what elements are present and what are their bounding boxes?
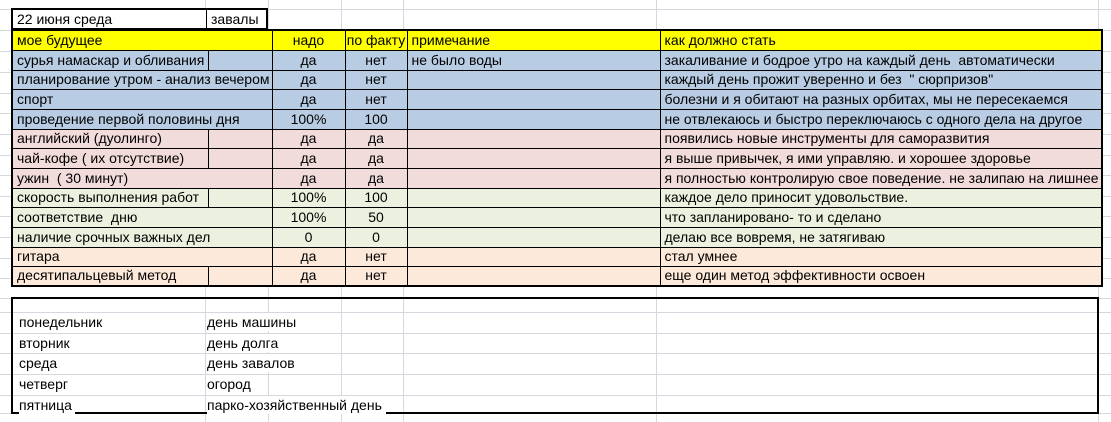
need-value-cell[interactable]: 100% xyxy=(272,207,345,227)
week-row xyxy=(13,353,1095,373)
table-row xyxy=(12,266,1102,286)
fact-value-cell[interactable]: нет xyxy=(345,266,407,286)
task-label-cell[interactable]: чай-кофе ( их отсутствие) xyxy=(12,148,208,168)
note-cell[interactable] xyxy=(407,168,660,188)
task-label-cell[interactable]: ужин ( 30 минут) xyxy=(12,168,272,188)
note-cell[interactable] xyxy=(407,188,660,207)
week-row xyxy=(13,374,1095,394)
weekday-cell[interactable]: среда xyxy=(19,354,60,372)
fact-value-cell[interactable]: да xyxy=(345,148,407,168)
need-value-cell[interactable]: да xyxy=(272,70,345,89)
need-value-cell[interactable]: да xyxy=(272,129,345,148)
header-need-cell[interactable]: надо xyxy=(272,30,345,50)
fact-value-cell[interactable]: 100 xyxy=(345,109,407,129)
header-goal-cell[interactable]: мое будущее xyxy=(12,30,272,50)
note-cell[interactable] xyxy=(407,207,660,227)
target-cell[interactable]: я выше привычек, я ими управляю. и хорошее здоровье xyxy=(660,148,1102,168)
note-cell[interactable] xyxy=(407,247,660,266)
table-row xyxy=(12,207,1102,227)
task-label-cell[interactable]: соответствие дню xyxy=(12,207,272,227)
header-row xyxy=(12,30,1102,50)
table-row xyxy=(12,129,1102,148)
week-row xyxy=(13,395,1095,415)
need-value-cell[interactable]: да xyxy=(272,148,345,168)
empty-cell[interactable] xyxy=(208,188,272,207)
empty-cell[interactable] xyxy=(208,266,272,286)
table-row xyxy=(12,188,1102,207)
note-cell[interactable] xyxy=(407,129,660,148)
target-cell[interactable]: болезни и я обитают на разных орбитах, мы не пересекаемся xyxy=(660,89,1102,109)
header-fact-cell[interactable]: по факту xyxy=(345,30,407,50)
table-row xyxy=(12,50,1102,70)
need-value-cell[interactable]: 100% xyxy=(272,188,345,207)
week-row xyxy=(13,333,1095,353)
table-row xyxy=(12,168,1102,188)
fact-value-cell[interactable]: да xyxy=(345,168,407,188)
target-cell[interactable]: что запланировано- то и сделано xyxy=(660,207,1102,227)
table-row xyxy=(12,227,1102,247)
header-target-cell[interactable]: как должно стать xyxy=(660,30,1102,50)
fact-value-cell[interactable]: 50 xyxy=(345,207,407,227)
weekday-cell[interactable]: понедельник xyxy=(19,313,105,331)
task-label-cell[interactable]: десятипальцевый метод xyxy=(12,266,208,286)
task-label-cell[interactable]: скорость выполнения работ xyxy=(12,188,208,207)
need-value-cell[interactable]: да xyxy=(272,50,345,70)
empty-cell[interactable] xyxy=(208,50,272,70)
date-cell[interactable]: 22 июня среда xyxy=(13,10,207,28)
table-row xyxy=(12,148,1102,168)
target-cell[interactable]: каждое дело приносит удовольствие. xyxy=(660,188,1102,207)
need-value-cell[interactable]: да xyxy=(272,89,345,109)
target-cell[interactable]: стал умнее xyxy=(660,247,1102,266)
header-note-cell[interactable]: примечание xyxy=(407,30,660,50)
target-cell[interactable]: еще один метод эффективности освоен xyxy=(660,266,1102,286)
note-cell[interactable] xyxy=(407,70,660,89)
need-value-cell[interactable]: да xyxy=(272,266,345,286)
table-row xyxy=(12,247,1102,266)
task-label-cell[interactable]: английский (дуолинго) xyxy=(12,129,208,148)
tracking-table xyxy=(11,29,1103,287)
weekday-cell[interactable]: вторник xyxy=(19,334,73,352)
table-row xyxy=(12,89,1102,109)
fact-value-cell[interactable]: 100 xyxy=(345,188,407,207)
target-cell[interactable]: закаливание и бодрое утро на каждый день автоматически xyxy=(660,50,1102,70)
week-box xyxy=(11,297,1099,414)
task-label-cell[interactable]: сурья намаскар и обливания xyxy=(12,50,208,70)
task-label-cell[interactable]: проведение первой половины дня xyxy=(12,109,272,129)
day-theme-cell[interactable]: день долга xyxy=(207,334,282,352)
target-cell[interactable]: я полностью контролирую свое поведение. не залипаю на лишнее xyxy=(660,168,1102,188)
target-cell[interactable]: появились новые инструменты для саморазвития xyxy=(660,129,1102,148)
table-row xyxy=(12,70,1102,89)
note-cell[interactable] xyxy=(407,227,660,247)
fact-value-cell[interactable]: 0 xyxy=(345,227,407,247)
day-theme-cell[interactable]: огород xyxy=(207,375,255,393)
task-label-cell[interactable]: наличие срочных важных дел xyxy=(12,227,272,247)
note-cell[interactable] xyxy=(407,148,660,168)
title-box xyxy=(11,8,268,30)
weekday-cell[interactable]: пятница xyxy=(19,396,75,414)
fact-value-cell[interactable]: нет xyxy=(345,70,407,89)
fact-value-cell[interactable]: нет xyxy=(345,50,407,70)
fact-value-cell[interactable]: нет xyxy=(345,247,407,266)
day-theme-cell[interactable]: день машины xyxy=(207,313,300,331)
table-row xyxy=(12,109,1102,129)
need-value-cell[interactable]: 100% xyxy=(272,109,345,129)
note-cell[interactable] xyxy=(407,89,660,109)
weekday-cell[interactable]: четверг xyxy=(19,375,71,393)
note-cell[interactable] xyxy=(407,266,660,286)
note-cell[interactable] xyxy=(407,109,660,129)
fact-value-cell[interactable]: нет xyxy=(345,89,407,109)
target-cell[interactable]: делаю все вовремя, не затягиваю xyxy=(660,227,1102,247)
need-value-cell[interactable]: 0 xyxy=(272,227,345,247)
target-cell[interactable]: не отвлекаюсь и быстро переключаюсь с одного дела на другое xyxy=(660,109,1102,129)
task-label-cell[interactable]: гитара xyxy=(12,247,272,266)
day-theme-cell[interactable]: день завалов xyxy=(207,354,299,372)
task-label-cell[interactable]: спорт xyxy=(12,89,272,109)
need-value-cell[interactable]: да xyxy=(272,168,345,188)
need-value-cell[interactable]: да xyxy=(272,247,345,266)
week-row xyxy=(13,312,1095,332)
note-cell[interactable]: не было воды xyxy=(407,50,660,70)
task-label-cell[interactable]: планирование утром - анализ вечером xyxy=(12,70,272,89)
fact-value-cell[interactable]: да xyxy=(345,129,407,148)
target-cell[interactable]: каждый день прожит уверенно и без " сюрпризов" xyxy=(660,70,1102,89)
day-tag-cell[interactable]: завалы xyxy=(211,11,259,27)
empty-cell[interactable] xyxy=(208,129,272,148)
day-theme-cell[interactable]: парко-хозяйственный день xyxy=(207,396,386,414)
empty-cell[interactable] xyxy=(208,148,272,168)
